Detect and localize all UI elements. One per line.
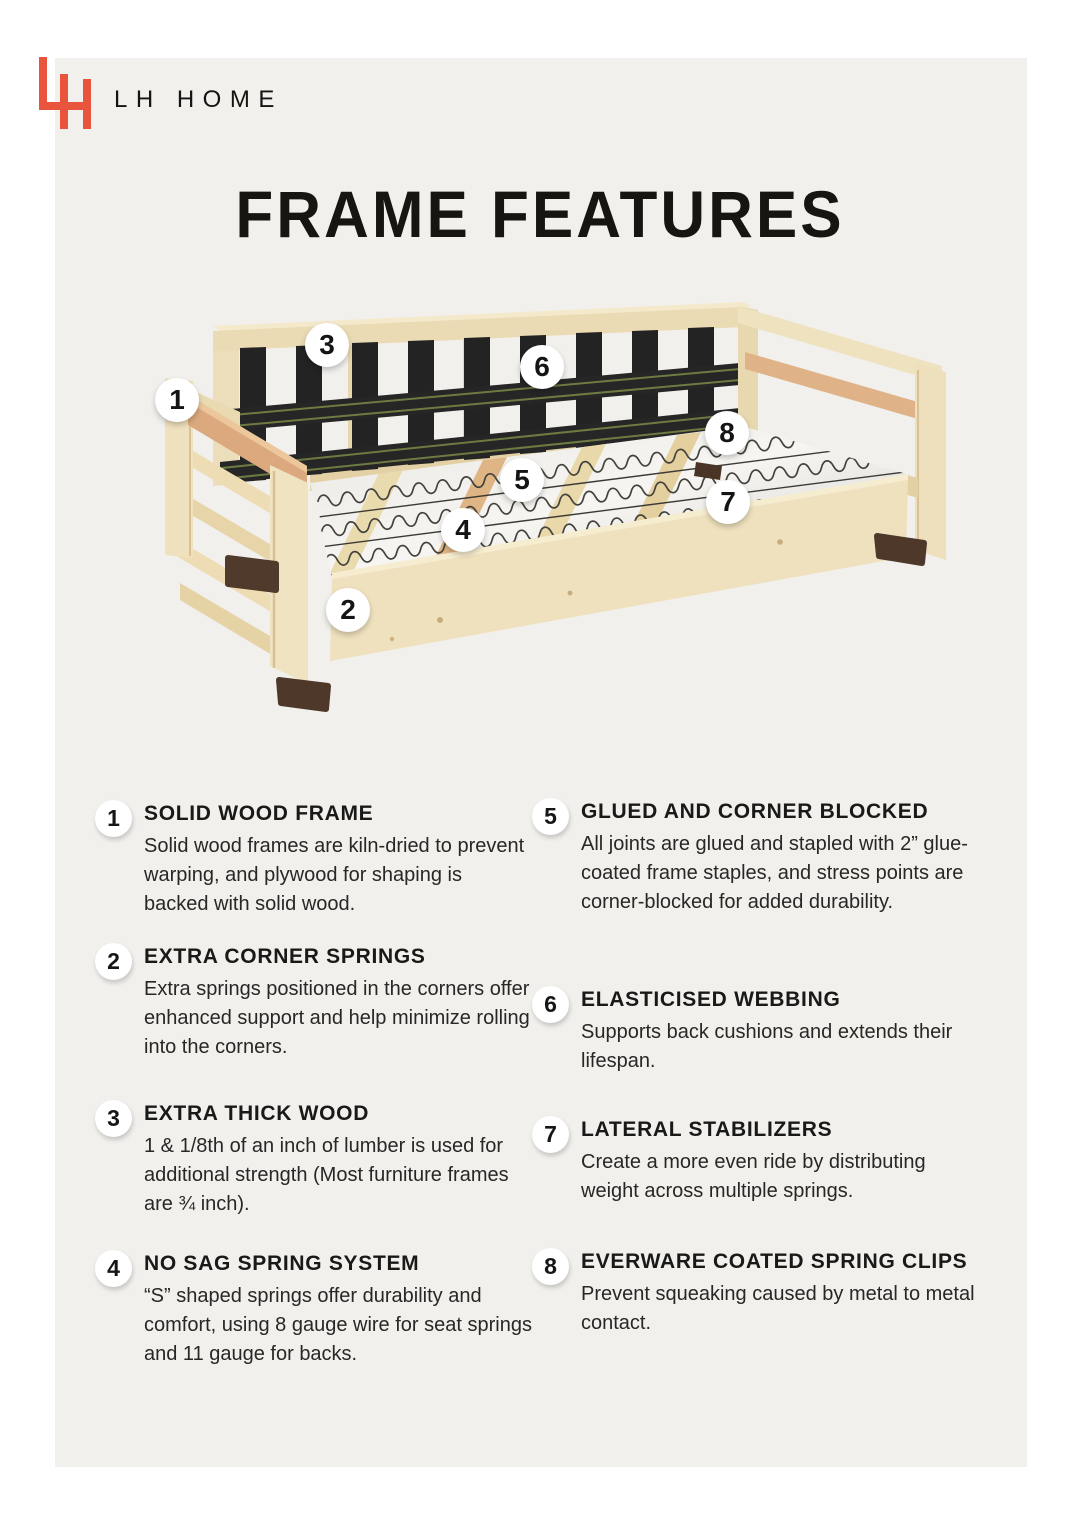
- feature-item-5: [532, 798, 977, 917]
- feature-item-3: [95, 1100, 530, 1219]
- feature-title: EVERWARE COATED SPRING CLIPS: [581, 1250, 968, 1273]
- feature-body: Extra springs positioned in the corners offer enhanced support and help minimize rolling into the corners.: [144, 978, 530, 1058]
- feature-title: SOLID WOOD FRAME: [144, 802, 374, 825]
- callout-3: 3: [305, 323, 349, 367]
- feature-title: EXTRA THICK WOOD: [144, 1102, 370, 1125]
- feature-number-badge: 7: [532, 1116, 569, 1153]
- feature-number-badge: 3: [95, 1100, 132, 1137]
- feature-item-4: [95, 1250, 535, 1369]
- feature-body: Solid wood frames are kiln-dried to prevent warping, and plywood for shaping is backed with solid wood.: [144, 835, 525, 915]
- feature-title: GLUED AND CORNER BLOCKED: [581, 800, 929, 823]
- feature-item-2: [95, 943, 535, 1062]
- feature-item-7: [532, 1116, 977, 1206]
- feature-item-1: [95, 800, 525, 919]
- feature-number-badge: 5: [532, 798, 569, 835]
- feature-title: LATERAL STABILIZERS: [581, 1118, 833, 1141]
- callout-2: 2: [326, 588, 370, 632]
- callout-6: 6: [520, 345, 564, 389]
- callout-7: 7: [706, 480, 750, 524]
- brand-logo-monogram-icon: [38, 57, 92, 129]
- feature-title: ELASTICISED WEBBING: [581, 988, 841, 1011]
- feature-body: All joints are glued and stapled with 2” glue-coated frame staples, and stress points are corner-blocked for added durability.: [581, 833, 968, 913]
- feature-number-badge: 6: [532, 986, 569, 1023]
- feature-title: NO SAG SPRING SYSTEM: [144, 1252, 420, 1275]
- sofa-frame-illustration: [140, 290, 970, 720]
- callout-5: 5: [500, 458, 544, 502]
- feature-item-8: [532, 1248, 982, 1338]
- feature-number-badge: 1: [95, 800, 132, 837]
- feature-body: Supports back cushions and extends their lifespan.: [581, 1021, 953, 1072]
- callout-8: 8: [705, 411, 749, 455]
- callout-1: 1: [155, 378, 199, 422]
- feature-item-6: [532, 986, 972, 1076]
- brand-name: LH HOME: [114, 86, 283, 113]
- feature-title: EXTRA CORNER SPRINGS: [144, 945, 426, 968]
- feature-body: Create a more even ride by distributing weight across multiple springs.: [581, 1151, 926, 1202]
- feature-number-badge: 2: [95, 943, 132, 980]
- feature-body: Prevent squeaking caused by metal to metal contact.: [581, 1283, 975, 1334]
- page-title: FRAME FEATURES: [235, 178, 845, 253]
- feature-number-badge: 4: [95, 1250, 132, 1287]
- feature-body: “S” shaped springs offer durability and comfort, using 8 gauge wire for seat springs and 11 gauge for backs.: [144, 1285, 532, 1365]
- callout-4: 4: [441, 508, 485, 552]
- feature-body: 1 & 1/8th of an inch of lumber is used for additional strength (Most furniture frames are ¾ inch).: [144, 1135, 509, 1215]
- feature-number-badge: 8: [532, 1248, 569, 1285]
